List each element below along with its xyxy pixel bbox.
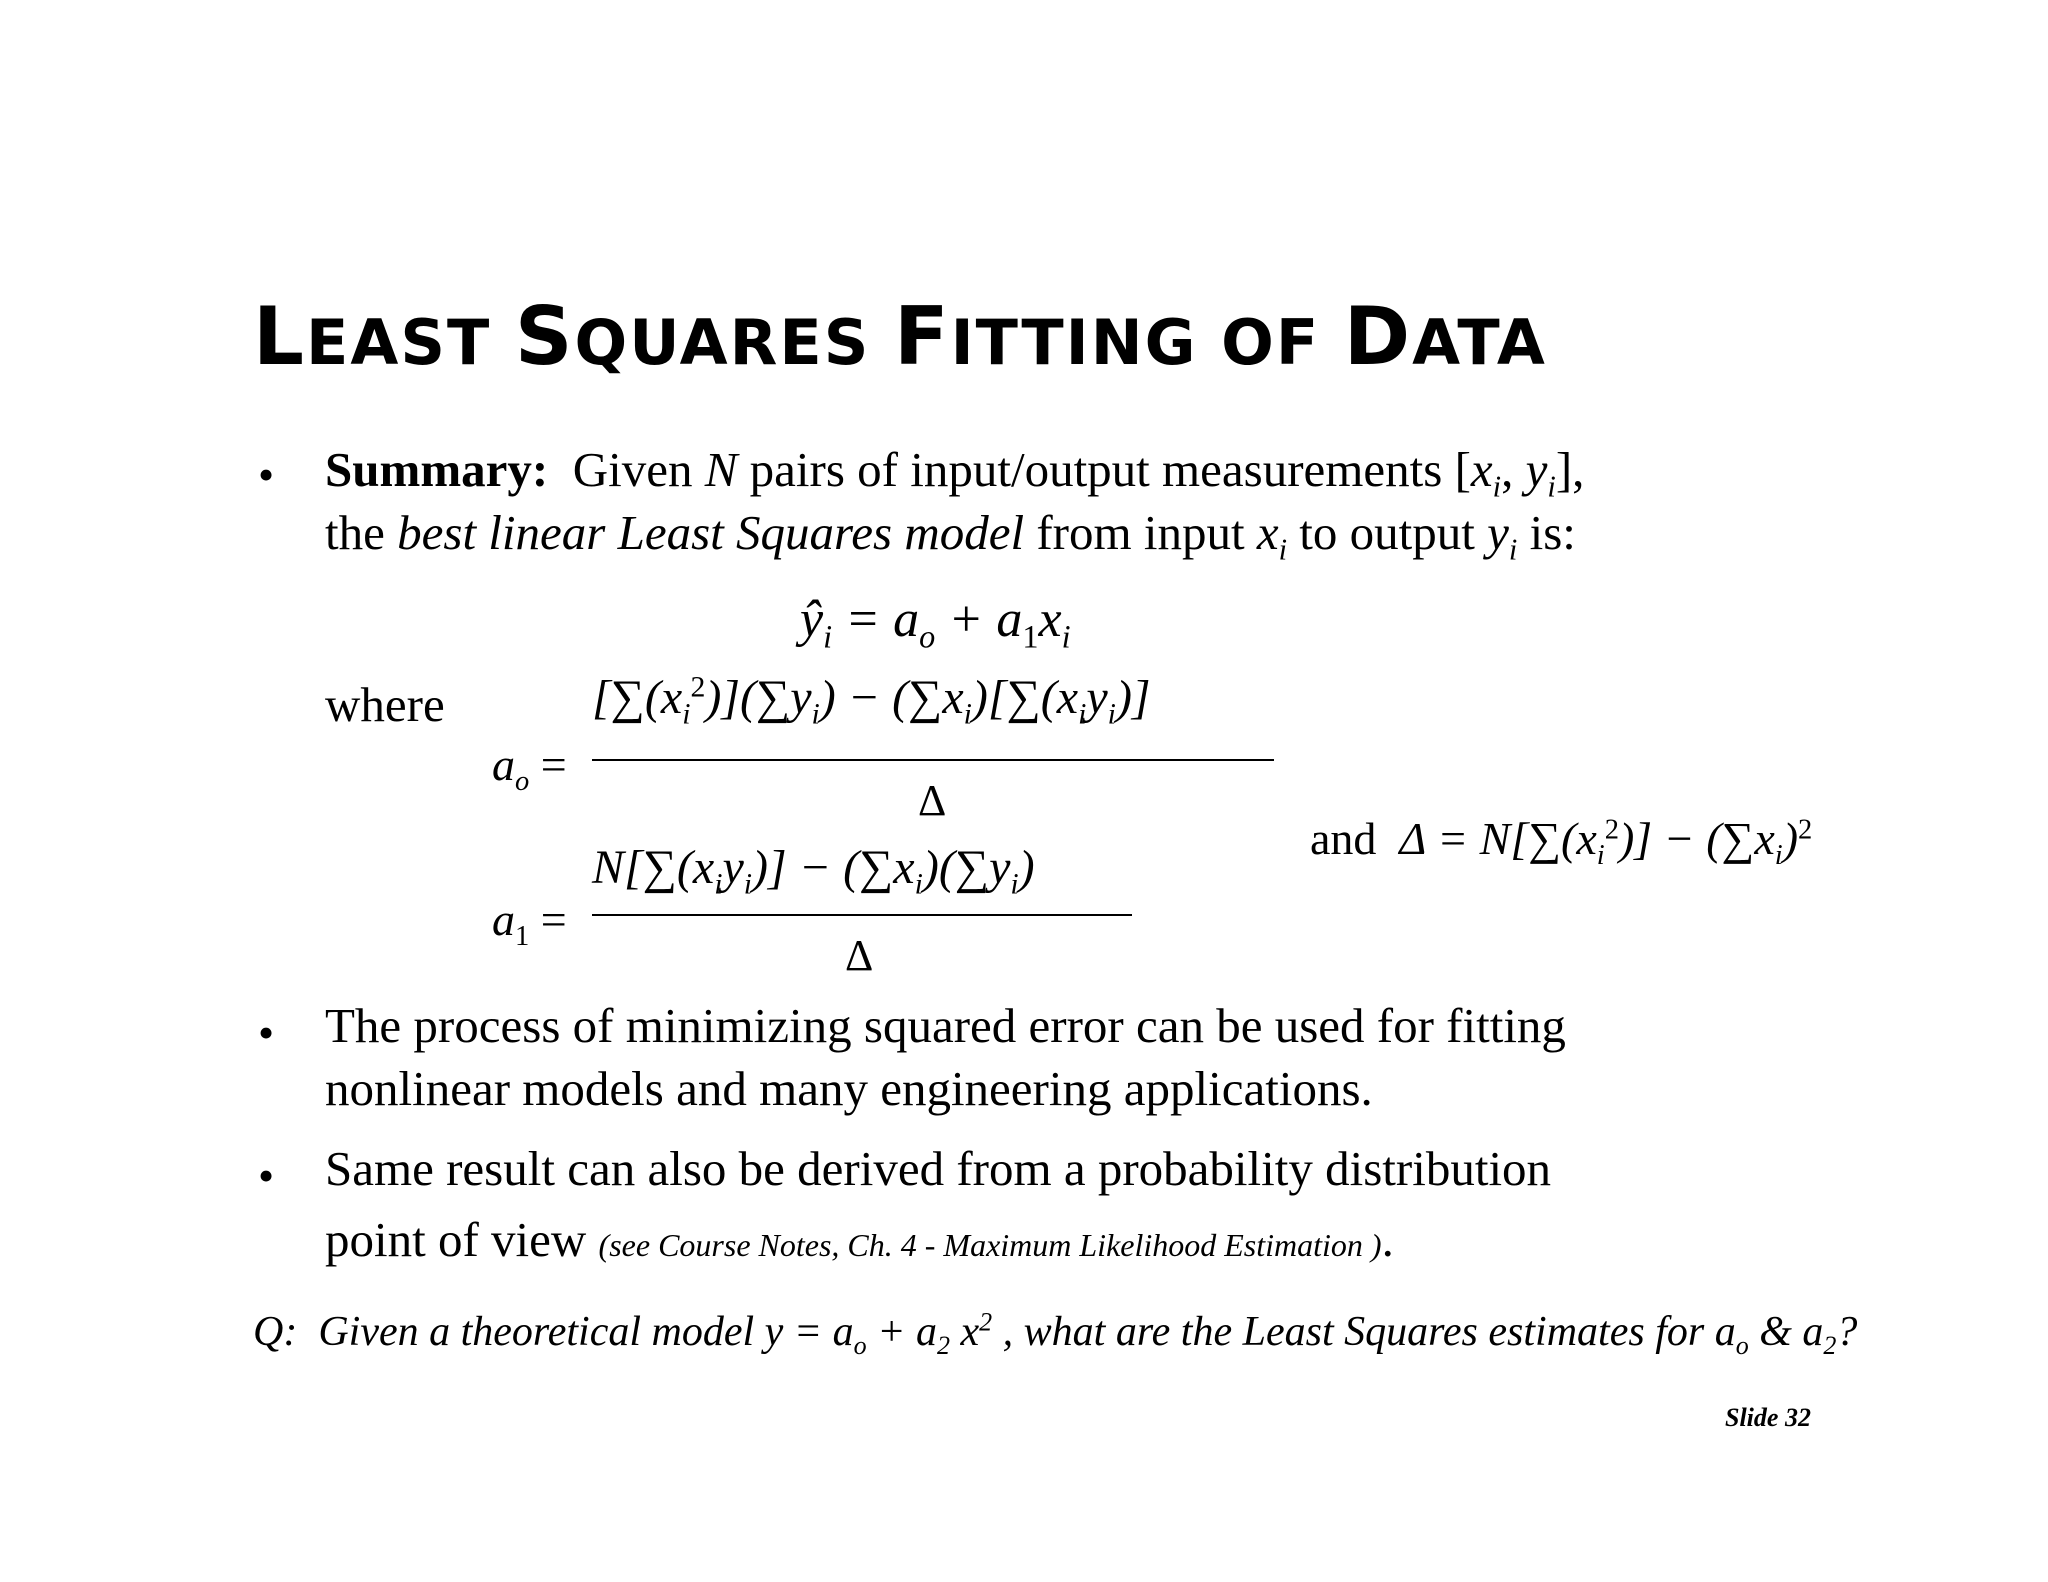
bullet-dot: • <box>258 449 275 500</box>
delta-equation: and $\Delta = N[\sum(x_i^2)] - (\sum x_i)^2$ <box>1310 813 1813 871</box>
summary-line-2: the best linear Least Squares model from input $x_i$ to output $y_i$ is: <box>325 505 1576 567</box>
a1-fraction-bar <box>592 914 1132 916</box>
bullet2-line-2: nonlinear models and many engineering applications. <box>325 1061 1373 1116</box>
a0-lhs: $a_o$ = <box>492 739 567 797</box>
a0-denominator: Δ <box>918 776 947 825</box>
where-label: where <box>325 677 445 732</box>
a1-lhs: $a_1$ = <box>492 894 567 952</box>
model-equation: $ŷ_i = a_o + a_1x_i$ <box>800 591 1071 655</box>
bullet2-line-1: The process of minimizing squared error can be used for fitting <box>325 998 1566 1053</box>
a0-numerator: $[\sum(x_i^2)](\sum y_i) - (\sum x_i)[\sum(x_iy_i)]$ <box>592 670 1151 731</box>
bullet-dot: • <box>258 1007 275 1058</box>
bullet3-line-1: Same result can also be derived from a probability distribution <box>325 1141 1552 1196</box>
bullet-dot: • <box>258 1150 275 1201</box>
question-line: Q: Given a theoretical model $y = a_o + a_2$ $x^2$ , what are the Least Squares estimates for $a_o$ & $a_2$? <box>253 1307 1858 1361</box>
a0-fraction-bar <box>592 759 1274 761</box>
bullet3-line-2: point of view (see Course Notes, Ch. 4 - Maximum Likelihood Estimation ). <box>325 1212 1394 1267</box>
a1-denominator: Δ <box>845 931 874 980</box>
a1-numerator: $N[\sum(x_iy_i)] - (\sum x_i)(\sum y_i)$ <box>592 841 1035 901</box>
summary-line-1: Summary: Given N pairs of input/output measurements [$x_i$, $y_i$], <box>325 442 1585 504</box>
slide-title: LEAST SQUARES FITTING OF DATA <box>253 290 1547 383</box>
slide-number: Slide 32 <box>1725 1403 1811 1432</box>
